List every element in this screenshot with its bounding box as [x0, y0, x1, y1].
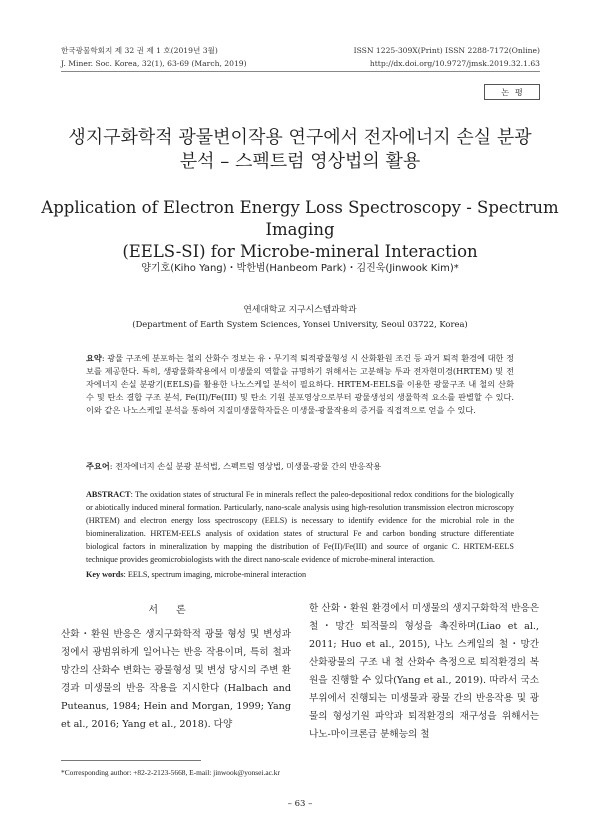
affiliation-ko: 연세대학교 지구시스템과학과	[243, 305, 357, 315]
keywords-en-label: Key words	[86, 570, 124, 579]
title-ko-line2: 분석 – 스펙트럼 영상법의 활용	[179, 151, 421, 172]
section-heading-introduction: 서론	[148, 605, 204, 616]
abstract-english	[86, 488, 514, 566]
doi-link[interactable]: http://dx.doi.org/10.9727/jmsk.2019.32.1.63	[369, 59, 540, 68]
article-type-badge: 논평	[484, 84, 540, 100]
title-ko-line1: 생지구화학적 광물변이작용 연구에서 전자에너지 손실 분광	[68, 127, 532, 148]
author-list: 양기호(Kiho Yang)・박한범(Hanbeom Park)・김진욱(Jinwook Kim)*	[141, 263, 459, 274]
footnote-rule	[61, 760, 201, 761]
body-column-left: 산화・환원 반응은 생지구화학적 광물 형성 및 변성과정에서 광범위하게 일어나는 반응 작용이며, 특히 철과 망간의 산화수 변화는 광물형성 및 변성 당시의 주변 환경과 미생물의 반응 작용을 지시한다 (Halbach and Puteanus, 1984; Hein and Morgan, 1999; Yang et al., 2016; Yang et al., 2018). 다양	[61, 629, 291, 730]
abstract-en-label: ABSTRACT	[86, 490, 131, 499]
abstract-en-text: : The oxidation states of structural Fe in minerals reflect the paleo-depositional redox conditions for the biologically or abiotically induced mineral formation. Particularly, nano-scale analysis using high-resolution transmission electron microscopy (HRTEM) and electron energy loss spectroscopy (EELS) is necessary to identify evidence for the microbial role in the biomineralization. HRTEM-EELS analysis of oxidation states of structural Fe and carbon bonding structure differentiate biological factors in mineralization by mapping the distribution of Fe(II)/Fe(III) and source of organic C. HRTEM-EELS technique provides geomicrobiologists with the direct nano-scale evidence of microbe-mineral interaction.	[86, 490, 514, 564]
corresponding-author-footnote: *Corresponding author: +82-2-2123-5668, E-mail: jinwook@yonsei.ac.kr	[61, 768, 280, 777]
title-en-line1: Application of Electron Energy Loss Spectroscopy - Spectrum Imaging	[41, 198, 559, 239]
journal-issn-doi	[354, 44, 540, 70]
keywords-ko-label: 주요어	[86, 461, 110, 471]
title-english	[40, 197, 560, 263]
abstract-ko-text: : 광물 구조에 분포하는 철의 산화수 정보는 유・무기적 퇴적광물형성 시 산화환원 조건 등 과거 퇴적 환경에 대한 정보를 제공한다. 특히, 생광물화작용에서 미생물의 역할을 규명하기 위해서는 고분해능 투과 전자현미경(HRTEM) 및 전자에너지 손실 분광기(EELS)를 활용한 나노스케일 분석이 필요하다. HRTEM-EELS를 이용한 광물구조 내 철의 산화수 및 탄소 결합 구조 분석, Fe(II)/Fe(III) 및 탄소 기원 분포영상으로부터 광물생성의 생물학적 요소를 판별할 수 있다. 이와 같은 나노스케일 분석을 통하여 지질미생물학자들은 미생물-광물작용의 증거를 직접적으로 얻을 수 있다.	[86, 353, 514, 416]
body-column-right: 한 산화・환원 환경에서 미생물의 생지구화학적 반응은 철・망간 퇴적물의 형성을 촉진하며(Liao et al., 2011; Huo et al., 2015), 나노 스케일의 철・망간 산화광물의 구조 내 철 산화수 측정으로 퇴적환경의 복원을 진행할 수 있다(Yang et al., 2019). 따라서 국소 부위에서 진행되는 미생물과 광물 간의 반응작용 및 광물의 형성기원 파악과 퇴적환경의 재구성을 위해서는 나노-마이크론급 분해능의 철	[309, 603, 539, 740]
affiliation-en: (Department of Earth System Sciences, Yonsei University, Seoul 03722, Korea)	[132, 319, 468, 329]
title-korean	[40, 126, 560, 174]
abstract-korean	[86, 352, 514, 417]
title-en-line2: (EELS-SI) for Microbe-mineral Interaction	[122, 242, 478, 261]
keywords-korean	[86, 460, 514, 473]
journal-citation-ko: 한국광물학회지 제 32 권 제 1 호(2019년 3월)	[61, 46, 218, 55]
page-number: – 63 –	[287, 799, 313, 809]
keywords-ko-text: : 전자에너지 손실 분광 분석법, 스펙트럼 영상법, 미생물-광물 간의 반응작용	[109, 461, 382, 471]
keywords-english	[86, 568, 514, 581]
abstract-ko-label: 요약	[86, 353, 102, 363]
journal-citation-en: J. Miner. Soc. Korea, 32(1), 63-69 (March, 2019)	[61, 59, 247, 68]
header-rule	[61, 71, 540, 72]
journal-header-ko-en	[61, 44, 247, 70]
keywords-en-text: : EELS, spectrum imaging, microbe-mineral interaction	[123, 570, 307, 579]
issn-text: ISSN 1225-309X(Print) ISSN 2288-7172(Online)	[353, 46, 540, 55]
